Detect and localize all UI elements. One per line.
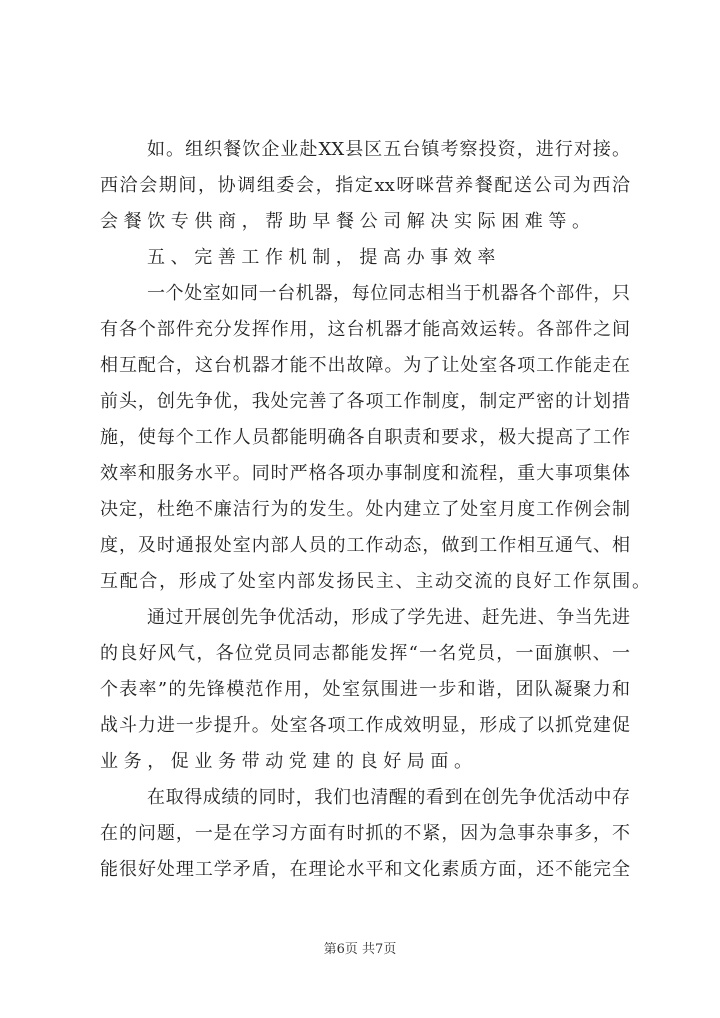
text-line: 在的问题，一是在学习方面有时抓的不紧，因为急事杂事多，不 — [100, 823, 630, 844]
text-line: 的良好风气，各位党员同志都能发挥“一名党员，一面旗帜、一 — [100, 643, 630, 664]
text-line: 能很好处理工学矛盾，在理论水平和文化素质方面，还不能完全 — [100, 859, 630, 880]
text-line: 相互配合，这台机器才能不出故障。为了让处室各项工作能走在 — [100, 355, 630, 376]
page-number-footer: 第6页 共7页 — [323, 942, 397, 957]
section-heading: 五、完善工作机制，提高办事效率 — [147, 247, 501, 268]
text-line: 会餐饮专供商，帮助早餐公司解决实际困难等。 — [100, 211, 596, 232]
text-line: 西洽会期间，协调组委会，指定xx呀咪营养餐配送公司为西洽 — [100, 175, 630, 196]
text-line: 如。组织餐饮企业赴XX县区五台镇考察投资，进行对接。 — [147, 139, 630, 160]
text-line: 互配合，形成了处室内部发扬民主、主动交流的良好工作氛围。 — [100, 571, 650, 592]
text-line: 一个处室如同一台机器，每位同志相当于机器各个部件，只 — [147, 283, 630, 304]
text-line: 业务，促业务带动党建的良好局面。 — [100, 751, 478, 772]
text-line: 效率和服务水平。同时严格各项办事制度和流程，重大事项集体 — [100, 463, 630, 484]
text-line: 战斗力进一步提升。处室各项工作成效明显，形成了以抓党建促 — [100, 715, 630, 736]
text-line: 前头，创先争优，我处完善了各项工作制度，制定严密的计划措 — [100, 391, 630, 412]
text-line: 通过开展创先争优活动，形成了学先进、赶先进、争当先进 — [147, 607, 630, 628]
text-line: 有各个部件充分发挥作用，这台机器才能高效运转。各部件之间 — [100, 319, 630, 340]
text-line: 度，及时通报处室内部人员的工作动态，做到工作相互通气、相 — [100, 535, 630, 556]
text-line: 在取得成绩的同时，我们也清醒的看到在创先争优活动中存 — [147, 787, 630, 808]
document-body — [100, 132, 650, 888]
text-line: 个表率”的先锋模范作用，处室氛围进一步和谐，团队凝聚力和 — [100, 679, 630, 700]
text-line: 施，使每个工作人员都能明确各自职责和要求，极大提高了工作 — [100, 427, 630, 448]
text-line: 决定，杜绝不廉洁行为的发生。处内建立了处室月度工作例会制 — [100, 499, 630, 520]
